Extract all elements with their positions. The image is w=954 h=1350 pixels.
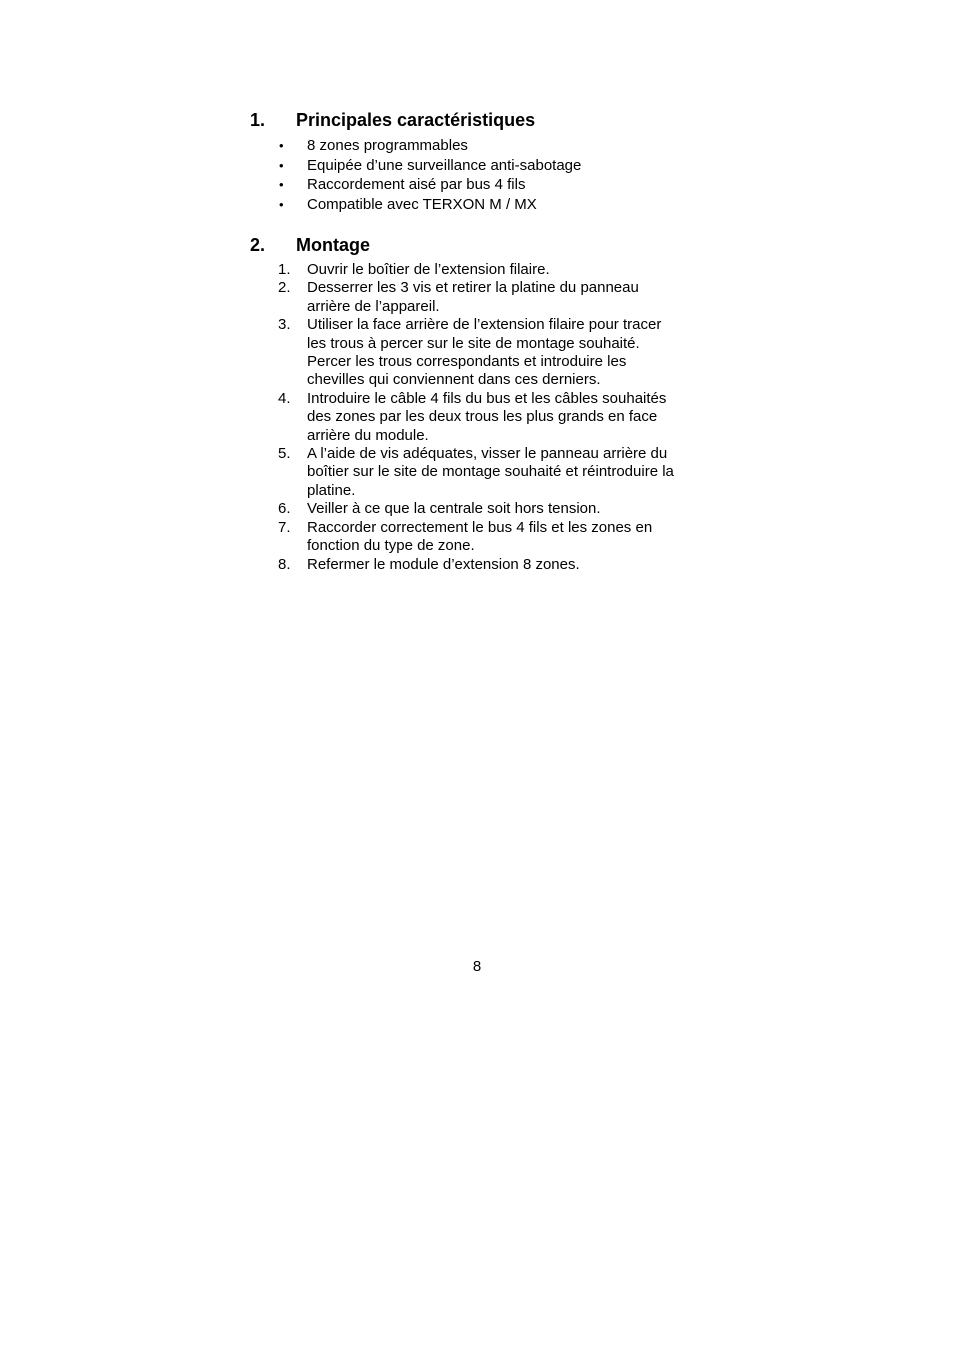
section-number: 1. (250, 110, 266, 130)
list-item (250, 136, 710, 156)
list-item (250, 156, 710, 176)
step-line: Utiliser la face arrière de l’extension filaire pour tracer (307, 316, 662, 334)
step-number: 1. (278, 261, 291, 278)
list-item (250, 175, 710, 195)
step-number: 3. (278, 316, 291, 334)
list-item-text: 8 zones programmables (307, 137, 468, 154)
step-line: boîtier sur le site de montage souhaité et réintroduire la (307, 463, 674, 481)
section-features (250, 108, 710, 215)
page-number: 8 (472, 958, 482, 975)
step-number: 4. (278, 389, 291, 407)
step-text (307, 316, 710, 390)
step-line: A l’aide de vis adéquates, visser le panneau arrière du (307, 445, 668, 463)
step-number: 8. (278, 555, 291, 573)
step-line: Veiller à ce que la centrale soit hors tension. (307, 500, 601, 518)
section-title: Principales caractéristiques (296, 110, 536, 130)
step-text (307, 261, 710, 279)
mounting-steps (250, 261, 710, 574)
step-line: Raccorder correctement le bus 4 fils et les zones en (307, 518, 653, 536)
step-line: Percer les trous correspondants et introduire les (307, 353, 627, 371)
step-text (307, 390, 710, 445)
step-item (250, 500, 710, 518)
step-text (307, 519, 710, 556)
step-text (307, 279, 710, 316)
list-item (250, 195, 710, 215)
step-line: des zones par les deux trous les plus grands en face (307, 408, 658, 426)
list-item-text: Raccordement aisé par bus 4 fils (307, 176, 526, 194)
step-line: Ouvrir le boîtier de l’extension filaire. (307, 261, 550, 278)
step-line: les trous à percer sur le site de montage souhaité. (307, 334, 640, 352)
step-number: 7. (278, 518, 291, 536)
step-number: 2. (278, 279, 291, 297)
step-text (307, 445, 710, 500)
step-item (250, 519, 710, 556)
section-heading (250, 108, 710, 132)
bullet-icon: • (279, 157, 284, 173)
section-mounting (250, 233, 710, 574)
step-item (250, 556, 710, 574)
step-text (307, 556, 710, 574)
section-number: 2. (250, 235, 266, 255)
list-item-text: Compatible avec TERXON M / MX (307, 196, 537, 214)
step-line: chevilles qui conviennent dans ces derniers. (307, 371, 601, 389)
section-title: Montage (296, 235, 370, 255)
step-line: fonction du type de zone. (307, 537, 475, 555)
step-number: 5. (278, 445, 291, 463)
step-line: Desserrer les 3 vis et retirer la platine du panneau (307, 279, 639, 297)
bullet-icon: • (279, 177, 284, 193)
step-item (250, 445, 710, 500)
step-item (250, 261, 710, 279)
bullet-icon: • (279, 197, 284, 213)
step-line: arrière du module. (307, 426, 429, 444)
step-line: platine. (307, 481, 356, 499)
step-item (250, 390, 710, 445)
step-line: arrière de l’appareil. (307, 297, 440, 315)
step-item (250, 316, 710, 390)
step-line: Introduire le câble 4 fils du bus et les câbles souhaités (307, 389, 667, 407)
step-line: Refermer le module d’extension 8 zones. (307, 555, 580, 573)
list-item-text: Equipée d’une surveillance anti-sabotage (307, 156, 582, 174)
step-item (250, 279, 710, 316)
step-number: 6. (278, 500, 291, 518)
feature-list (250, 136, 710, 215)
bullet-icon: • (279, 138, 284, 153)
section-heading (250, 233, 710, 257)
step-text (307, 500, 710, 518)
